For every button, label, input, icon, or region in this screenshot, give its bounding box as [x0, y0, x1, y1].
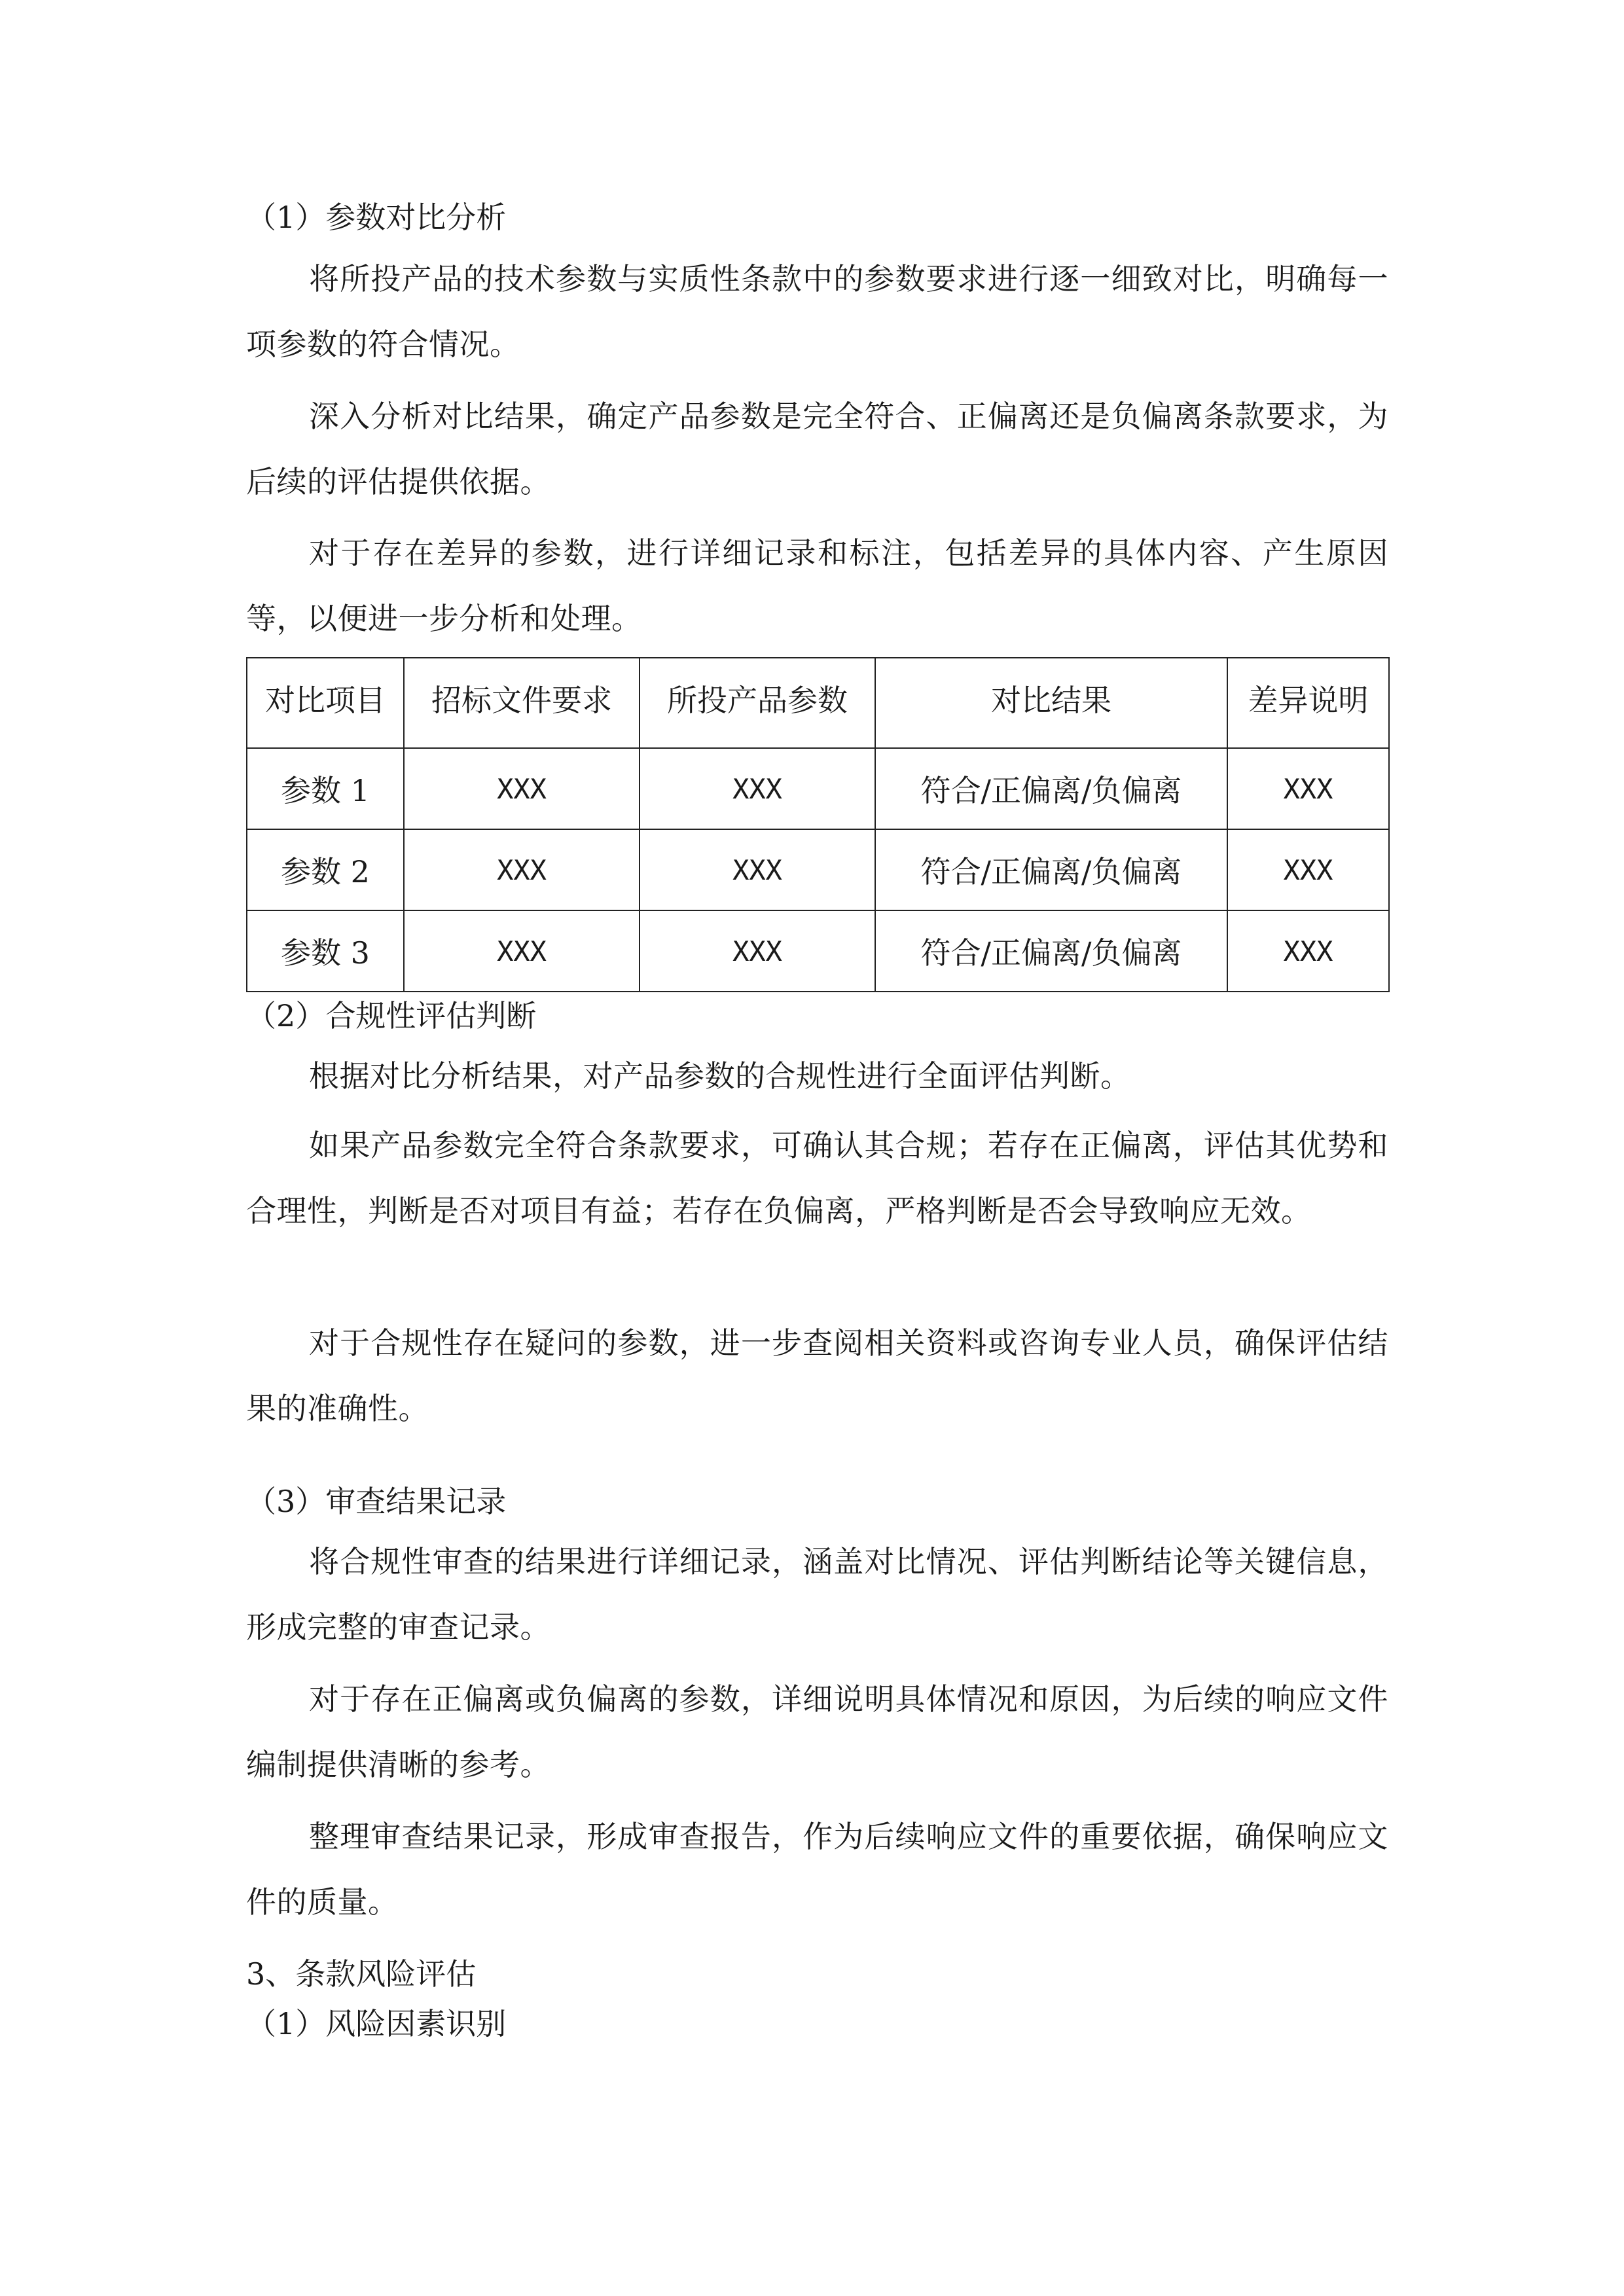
paragraph: 对于存在差异的参数，进行详细记录和标注，包括差异的具体内容、产生原因等，以便进一步分析和处理。 [246, 535, 1388, 636]
table-cell: 参数 2 [247, 829, 404, 910]
table-cell: 符合/正偏离/负偏离 [875, 910, 1227, 992]
table-cell: XXX [640, 748, 875, 829]
table-cell: XXX [1227, 829, 1389, 910]
table-row [247, 829, 1389, 910]
comparison-table [246, 657, 1390, 992]
table-header-row [247, 658, 1389, 748]
paragraph: 深入分析对比结果，确定产品参数是完全符合、正偏离还是负偏离条款要求，为后续的评估提供依据。 [246, 399, 1388, 499]
table-cell: XXX [640, 829, 875, 910]
table-cell: XXX [404, 748, 640, 829]
section-heading-compliance-assessment: （2）合规性评估判断 [246, 998, 537, 1033]
section-heading-parameter-comparison: （1）参数对比分析 [246, 200, 507, 235]
table-cell: 参数 3 [247, 910, 404, 992]
table-cell: XXX [404, 910, 640, 992]
subsection-heading-risk-identification: （1）风险因素识别 [246, 2006, 507, 2041]
column-header: 所投产品参数 [640, 658, 875, 748]
section-heading-risk-assessment: 3、条款风险评估 [246, 1956, 477, 1992]
section-heading-review-record: （3）审查结果记录 [246, 1484, 507, 1519]
table-row [247, 748, 1389, 829]
paragraph: 根据对比分析结果，对产品参数的合规性进行全面评估判断。 [309, 1058, 1131, 1094]
table-cell: XXX [640, 910, 875, 992]
column-header: 对比项目 [247, 658, 404, 748]
document-page [246, 0, 1388, 2296]
paragraph: 如果产品参数完全符合条款要求，可确认其合规；若存在正偏离，评估其优势和合理性，判断是否对项目有益；若存在负偏离，严格判断是否会导致响应无效。 [246, 1128, 1388, 1229]
paragraph: 将所投产品的技术参数与实质性条款中的参数要求进行逐一细致对比，明确每一项参数的符合情况。 [246, 261, 1388, 362]
table-row [247, 910, 1389, 992]
table-cell: XXX [1227, 748, 1389, 829]
column-header: 对比结果 [875, 658, 1227, 748]
column-header: 差异说明 [1227, 658, 1389, 748]
paragraph: 对于合规性存在疑问的参数，进一步查阅相关资料或咨询专业人员，确保评估结果的准确性。 [246, 1325, 1388, 1426]
paragraph: 对于存在正偏离或负偏离的参数，详细说明具体情况和原因，为后续的响应文件编制提供清晰的参考。 [246, 1681, 1388, 1782]
paragraph: 将合规性审查的结果进行详细记录，涵盖对比情况、评估判断结论等关键信息，形成完整的审查记录。 [246, 1544, 1388, 1645]
column-header: 招标文件要求 [404, 658, 640, 748]
table-cell: XXX [404, 829, 640, 910]
table-cell: XXX [1227, 910, 1389, 992]
paragraph: 整理审查结果记录，形成审查报告，作为后续响应文件的重要依据，确保响应文件的质量。 [246, 1819, 1388, 1920]
table-cell: 符合/正偏离/负偏离 [875, 829, 1227, 910]
table-cell: 参数 1 [247, 748, 404, 829]
table-cell: 符合/正偏离/负偏离 [875, 748, 1227, 829]
